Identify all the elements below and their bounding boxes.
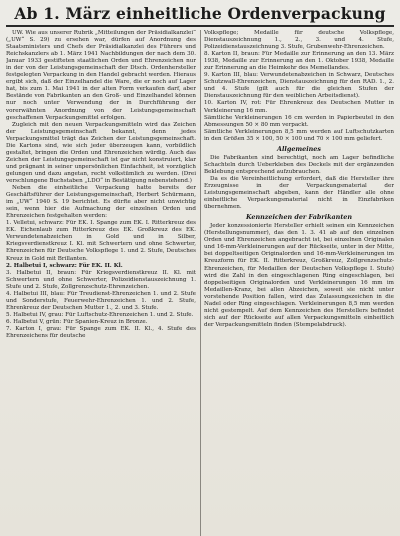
list-item: 7. Karton I, grau: Für Spange zum EK. II. Kl., 4. Stufe des Ehrenzeichens für deutsche	[6, 325, 196, 340]
headline-rule	[6, 25, 394, 27]
list-item: Volkspflege; Medaille für deutsche Volkspflege, Dienstauszeichnung 1., 2., 3. und 4. Stufe, Polizeidienstauszeichnung 3. Stufe, Grubenwehr-Ehrenzeichen.	[204, 30, 394, 51]
list-item: 10. Karton IV, rot: Für Ehrenkreuz des Deutschen Mutter in Verkleinerung 16 mm.	[204, 100, 394, 114]
list-item: 4. Halbetui III, blau: Für Treudienst-Ehrenzeichen 1. und 2. Stufe und Sonderstufe, Feuerwehr-Ehrenzeichen 1. und 2. Stufe, Ehrenkreuz der Deutschen Mutter 1., 2. und 3. Stufe.	[6, 290, 196, 311]
paragraph: UW. Wie aus unserer Rubrik „Mitteilungen der Präsidialkanzlei“ („UW“ S. 29) zu ersehen war, dürfen auf Anordnung des Staatsministers und Chefs der Präsidialkanzlei des Führers und Reichskanzlers ab 1. März 1941 Nachbildungen der nach dem 30. Januar 1933 gestifteten staatlichen Orden und Ehrenzeichen nur in der von der Leistungsgemeinschaft der Dtsch. Ordenhersteller festgelegten Verpackung in den Handel gebracht werden. Hieraus ergibt sich, daß der Einzelhandel die Ware, die er noch auf Lager hat, bis zum 1. Mai 1941 in der alten Form verkaufen darf, aber Bestände von Fabrikanten an den Groß- und Einzelhandel können nur noch unter Verwendung der in Durchführung der vorerwähnten Anordnung von der Leistungsgemeinschaft geschaffenen Verpackungsmittel erfolgen.	[6, 30, 196, 121]
list-item: 3. Halbetui II, braun: Für Kriegsverdienstkreuz II. Kl. mit Schwertern und ohne Schwerter, Polizeidienstauszeichnung 1. Stufe und 2. Stufe, Zollgrenzschutz-Ehrenzeichen.	[6, 269, 196, 290]
section-heading: Kennzeichen der Fabrikanten	[246, 213, 352, 222]
list-item: Sämtliche Verkleinerungen 16 cm werden in Papierbeutel in den Abmessungen 50 × 80 mm verpackt.	[204, 114, 394, 128]
paragraph: Da es die Vereinheitlichung erfordert, daß die Hersteller ihre Erzeugnisse in der Verpackungsmaterial der Leistungsgemeinschaft abgeben, kann der Händler alle ohne einheitliche Verpackungsmaterial nicht in Einzfabriken übernehmen.	[204, 175, 394, 211]
list-item: 6. Halbetui V, grün: Für Spanien-Kreuz in Bronze.	[6, 318, 148, 325]
column-divider	[200, 30, 201, 536]
list-item: 8. Karton II, braun: Für Medaille zur Erinnerung an den 13. März 1938, Medaille zur Erinnerung an den 1. Oktober 1938, Medaille zur Erinnerung an die Heimkehr des Memellandes.	[204, 51, 394, 72]
list-item: 9. Karton III, blau: Verwundetenabzeichen in Schwarz, Deutsches Schutzwall-Ehrenzeichen, Dienstauszeichnung für den RAD. 1., 2. und 4. Stufe (gilt auch für die gleichen Stufen der Dienstauszeichnung für den weiblichen Arbeitsdienst).	[204, 72, 394, 100]
section-heading: Allgemeines	[277, 144, 321, 153]
left-column	[6, 30, 196, 536]
list-item: 5. Halbetui IV, grau: Für Luftschutz-Ehrenzeichen 1. und 2. Stufe.	[6, 311, 194, 318]
right-column	[204, 30, 394, 536]
headline: Ab 1. März einheitliche Ordenverpackung	[14, 4, 386, 23]
list-item: 1. Velletui, schwarz: Für EK. I. Spange zum EK. I. Ritterkreuz des EK. Eichenlaub zum Ritterkreuz des EK. Großkreuz des EK. Verwundetenabzeichen in Gold und in Silber, Kriegsverdienstkreuz I. Kl. mit Schwertern und ohne Schwerter, Ehrenzeichen für Deutsche Volkspflege 1. und 2. Stufe, Deutsches Kreuz in Gold mit Brillanten.	[6, 220, 196, 262]
paragraph: Jeder konzessionierte Hersteller erhielt seinen ein Kennzeichen (Herstellungsnummer), das den 1. 3. 41 ab auf den einzelnen Orden und Ehrenzeichen angebracht ist, bei einzelnen Originalen und 16-mm-Verkleinerungen auf der Rückseite, unter in der Mitte, bei doppeltseitigen Originalorden und 16-mm-Verkleinerungen im Kreuzform für EK. II. Ritterkreuz, Großkreuz, Zollgrenzschutz-Ehrenzeichen, für Medaillen der Deutschen Volkspflege I. Stufe) wird die Zahl in den eingeschlagenen Ring eingeschlagen, bei doppelseitigen Originalorden und Verkleinerungen 16 mm im Medaillen-Kranz, bei allen Abzeichen, soweit sie nicht unter vorstehende Position fallen, wird das Zulassungszeichen in die Nadel oder Ring eingeschlagen. Verkleinerungen 8,5 mm werden nicht gestempelt. Auf dem Kennzeichen des Herstellers befindet sich auf der Rückseite auf allen Verpackungsmitteln einheitlich der Verpackungsmitteln finden (Stempelabdruck).	[204, 223, 394, 328]
list-item: 2. Halbetui I, schwarz: Für EK. II. Kl.	[6, 262, 123, 269]
paragraph: Neben die einheitliche Verpackung hatte bereits der Geschäftsführer der Leistungsgemeinschaft, Herbert Schürmann, im „UW“ 1940 S. 19 berichtet. Es dürfte aber nicht unwichtig sein, wenn hier die Aufmachung der einzelnen Orden und Ehrenzeichen festgehalten werden:	[6, 185, 196, 220]
article-columns	[6, 30, 394, 536]
list-item: Sämtliche Verkleinerungen 8,5 mm werden auf Luftschutzkarten in den Größen 35 × 100, 50 × 100 und 70 × 100 mm geliefert.	[204, 128, 394, 142]
paragraph: Zugleich mit den neuen Verpackungsmitteln wird das Zeichen der Leistungsgemeinschaft bekannt, denn jedes Verpackungsmittel trägt das Zeichen der Leistungsgemeinschaft. Die Kartons sind, wie sich jeder überzeugen kann, vorbildlich gestaltet, bringen die Orden und Ehrenzeichen würdig. Auch das Zeichen der Leistungsgemeinschaft ist gar nicht konstruiert, klar und prägnant in seiner unpersönlichen Einfachheit, ist vorzüglich gelungen und dazu angetan, recht volkstümlich zu werden. (Drei verschlungene Buchstaben „LDO“ in Bestätigung nebenstehend.)	[6, 121, 196, 184]
paragraph: Die Fabrikanten sind berechtigt, noch am Lager befindliche Schachteln durch Ueberkleben des Deckels mit der ergänzenden Beklebung entsprechend aufzubrauchen.	[204, 154, 394, 175]
